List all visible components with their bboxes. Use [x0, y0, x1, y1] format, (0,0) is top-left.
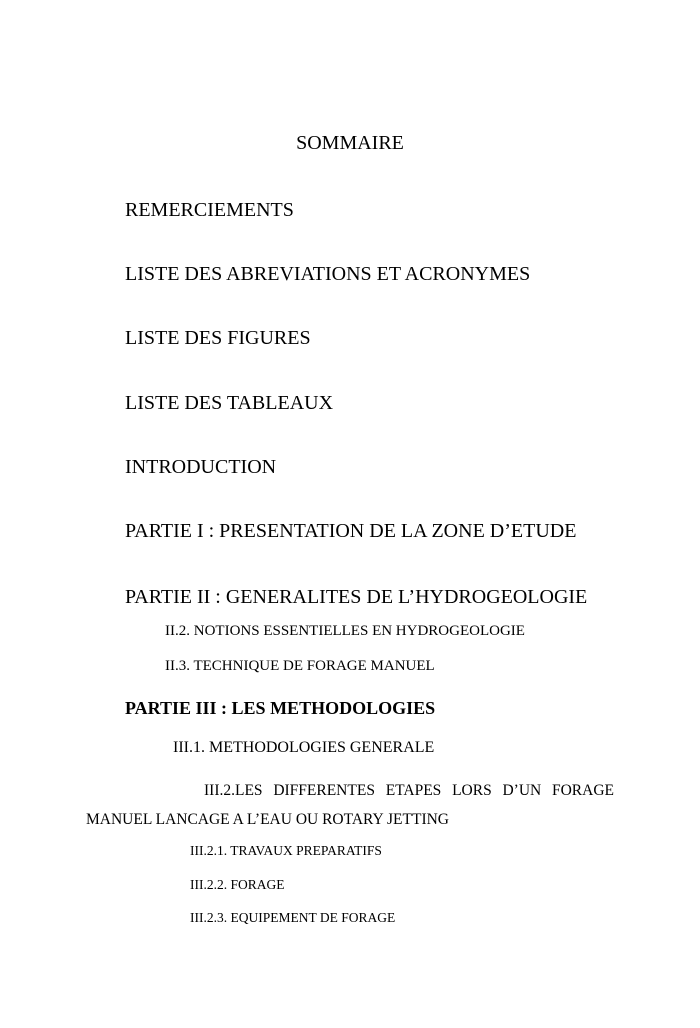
toc-entry-abreviations: LISTE DES ABREVIATIONS ET ACRONYMES — [125, 263, 531, 285]
toc-entry-remerciements: REMERCIEMENTS — [125, 199, 294, 221]
toc-subentry-3-2-3: III.2.3. EQUIPEMENT DE FORAGE — [190, 910, 396, 925]
toc-entry-partie-2: PARTIE II : GENERALITES DE L’HYDROGEOLOGIE — [125, 586, 588, 608]
toc-entry-introduction: INTRODUCTION — [125, 456, 277, 478]
toc-subentry-3-2-line-1: III.2.LES DIFFERENTES ETAPES LORS D’UN FORAGE — [204, 782, 614, 799]
toc-entry-partie-1: PARTIE I : PRESENTATION DE LA ZONE D’ETUDE — [125, 520, 577, 542]
toc-entry-figures: LISTE DES FIGURES — [125, 327, 311, 349]
toc-subentry-2-3: II.3. TECHNIQUE DE FORAGE MANUEL — [165, 658, 435, 674]
toc-entry-tableaux: LISTE DES TABLEAUX — [125, 392, 334, 414]
toc-subentry-3-1: III.1. METHODOLOGIES GENERALE — [173, 739, 435, 756]
toc-subentry-3-2 — [86, 776, 614, 834]
toc-subentry-3-2-2: III.2.2. FORAGE — [190, 877, 285, 892]
toc-entry-partie-3: PARTIE III : LES METHODOLOGIES — [125, 698, 436, 718]
toc-subentry-3-2-1: III.2.1. TRAVAUX PREPARATIFS — [190, 843, 382, 858]
toc-subentry-3-2-line-2: MANUEL LANCAGE A L’EAU OU ROTARY JETTING — [86, 811, 449, 828]
toc-subentry-2-2: II.2. NOTIONS ESSENTIELLES EN HYDROGEOLOGIE — [165, 623, 525, 639]
page-title: SOMMAIRE — [296, 132, 404, 154]
